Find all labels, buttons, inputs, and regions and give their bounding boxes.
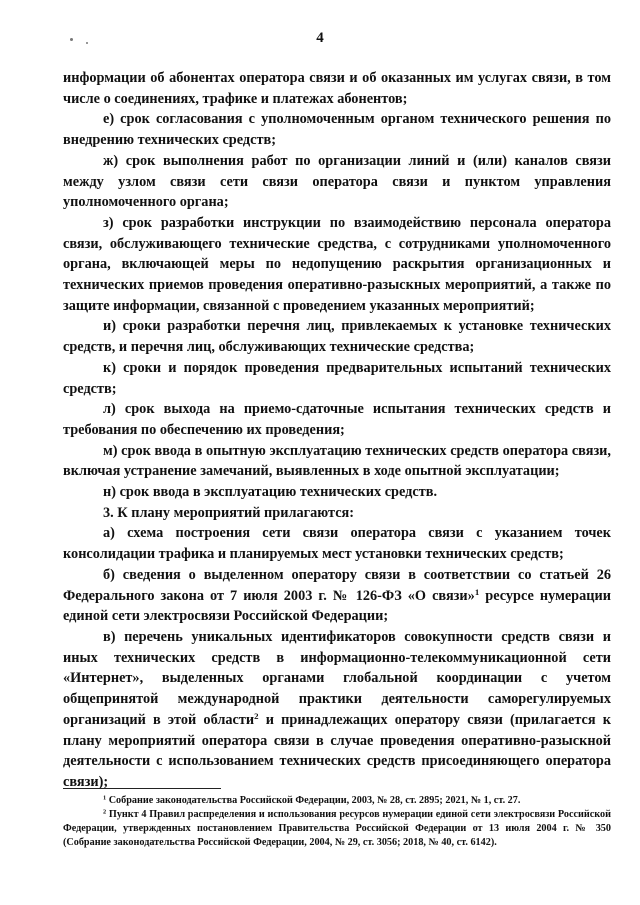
list-item-i: и) сроки разработки перечня лиц, привлекаемых к установке технических средств, и перечня лиц, обслуживающих технические средства; [63, 318, 611, 356]
footnote-ref-1: 1 [474, 586, 480, 597]
footnote-separator [63, 788, 221, 789]
footnotes [63, 794, 611, 850]
list-item-z: з) срок разработки инструкции по взаимодействию персонала оператора связи, обслуживающего технические средства, с сотрудниками уполномоченного органа, включающей меры по недопущению раскрытия организационных и технических приемов проведения оперативно-разыскных мероприятий, а также по защите информации, связанной с проведением указанных мероприятий; [63, 214, 611, 314]
footnote-2 [63, 808, 611, 850]
paragraph-continuation: информации об абонентах оператора связи и об оказанных им услугах связи, в том числе о соединениях, трафике и платежах абонентов; [63, 70, 611, 107]
footnote-2-text: Пункт 4 Правил распределения и использования ресурсов нумерации единой сети электросвязи Российской Федерации, утвержденных постановлением Правительства Российской Федерации от 13 июля 2004 г. № 350 (Собрание законодательства Российской Федерации, 2004, № 29, ст. 3056; 2018, № 40, ст. 6142). [63, 809, 611, 848]
section-3-heading: 3. К плану мероприятий прилагаются: [103, 504, 355, 521]
attachment-item-v-text-cont: и принадлежащих оператору связи (прилагается к плану мероприятий оператора связи в случае проведения оперативно-разыскной деятельности с использованием технических средств присоединяющего оператора связи); [63, 711, 611, 790]
attachment-item-b-text-cont: ресурсе нумерации единой сети электросвязи Российской Федерации; [63, 587, 611, 625]
attachment-item-b [63, 565, 611, 627]
list-item-l: л) срок выхода на приемо-сдаточные испытания технических средств и требования по обеспечению их проведения; [63, 401, 611, 438]
footnote-1 [63, 794, 611, 808]
list-item-e: е) срок согласования с уполномоченным органом технического решения по внедрению технических средств; [63, 111, 611, 149]
attachment-item-v-text: в) перечень уникальных идентификаторов совокупности средств связи и иных технических средств в информационно-телекоммуникационной сети «Интернет», выделенных органами глобальной координации с учетом общепринятой международной практики деятельности саморегулируемых организаций в этой области [63, 628, 611, 728]
list-item-n: н) срок ввода в эксплуатацию технических средств. [103, 484, 438, 501]
document-body [63, 68, 611, 793]
page-number: 4 [316, 30, 324, 46]
list-item-k: к) сроки и порядок проведения предварительных испытаний технических средств; [63, 359, 611, 397]
footnote-mark-1: 1 [103, 794, 107, 802]
footnote-1-text: Собрание законодательства Российской Федерации, 2003, № 28, ст. 2895; 2021, № 1, ст. 27. [106, 795, 521, 806]
attachment-item-v [63, 627, 611, 793]
list-item-m: м) срок ввода в опытную эксплуатацию технических средств оператора связи, включая устранение замечаний, выявленных в ходе опытной эксплуатации; [63, 442, 611, 480]
list-item-zh: ж) срок выполнения работ по организации линий и (или) каналов связи между узлом связи сети связи оператора связи и пунктом управления уполномоченного органа; [63, 152, 611, 211]
attachment-item-a: а) схема построения сети связи оператора связи с указанием точек консолидации трафика и планируемых мест установки технических средств; [63, 525, 611, 563]
attachment-item-b-text: б) сведения о выделенном оператору связи в соответствии со статьей 26 Федерального закона от 7 июля 2003 г. № 126-ФЗ «О связи» [63, 566, 611, 604]
footnote-ref-2: 2 [254, 710, 259, 721]
footnote-mark-2: 2 [103, 808, 107, 816]
